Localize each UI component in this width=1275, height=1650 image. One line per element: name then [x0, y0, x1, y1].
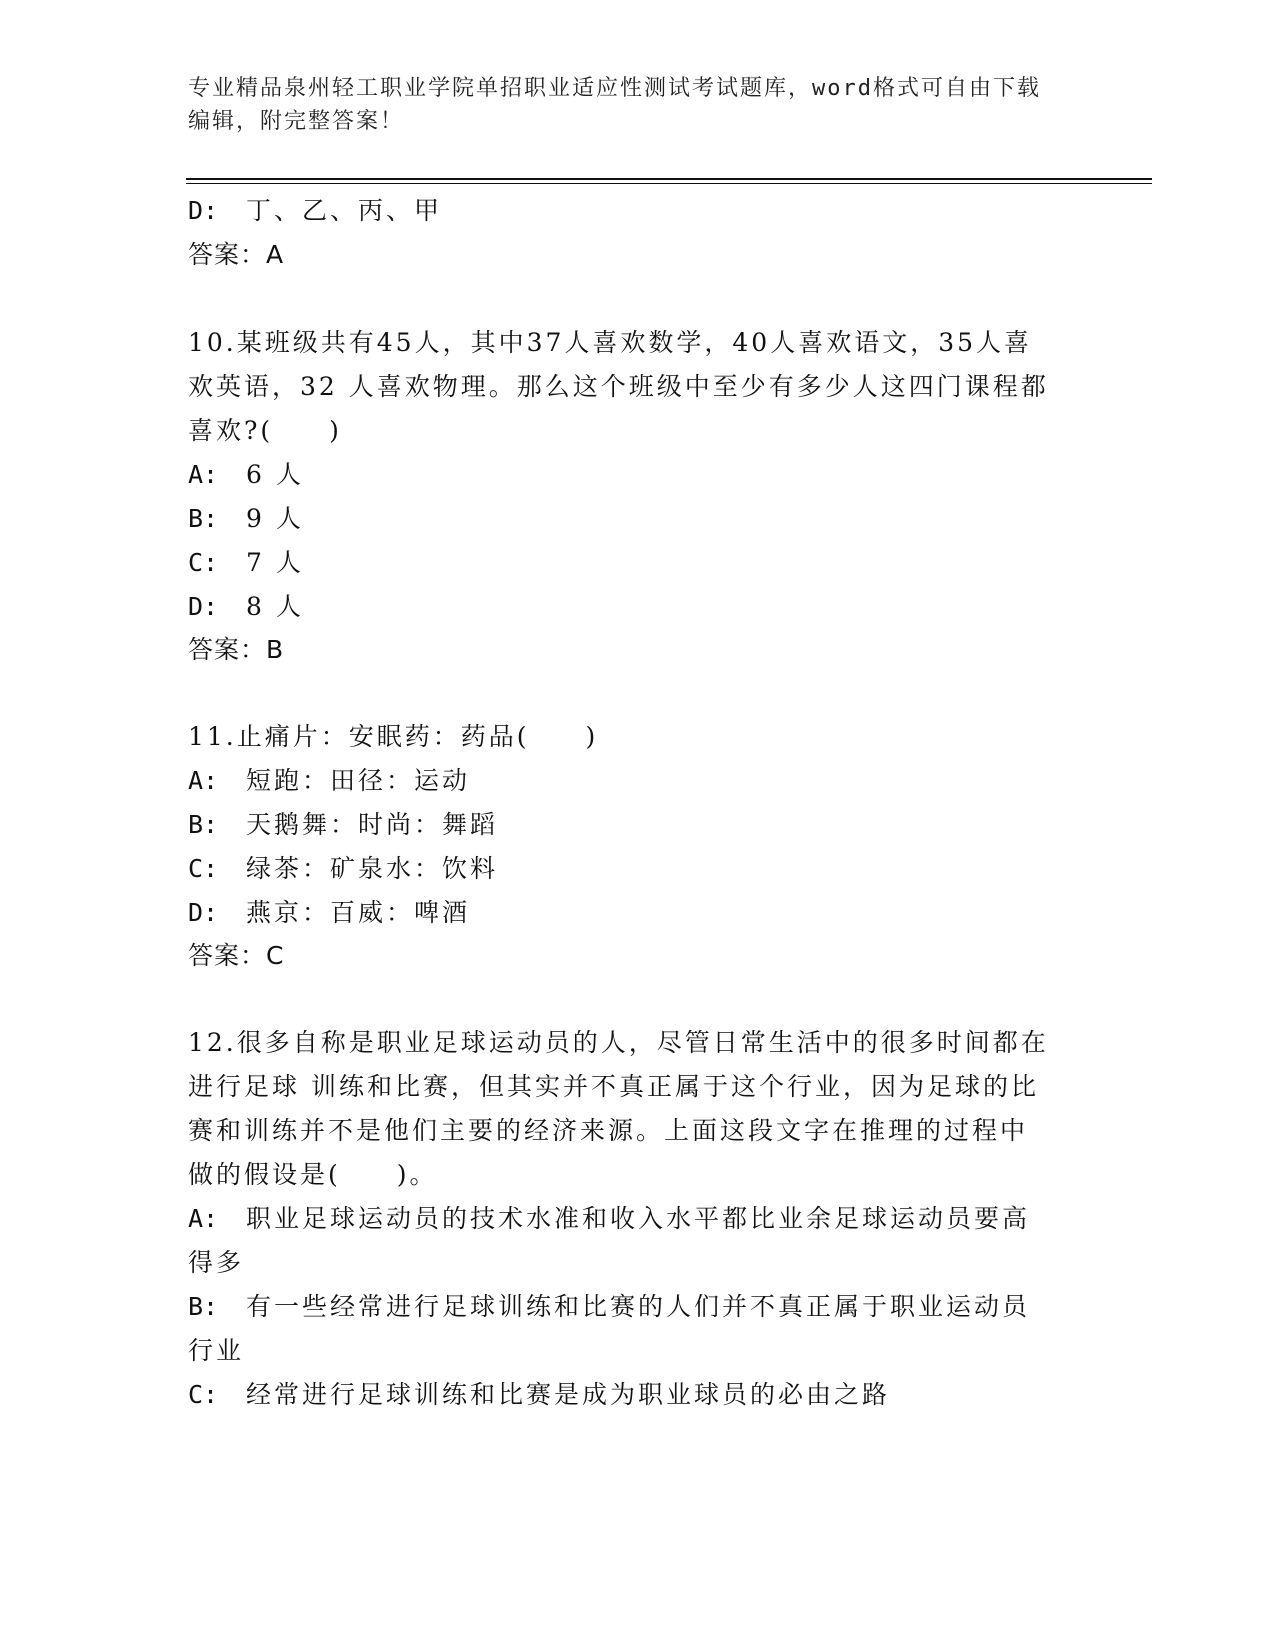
q10-option-a — [188, 460, 304, 490]
option-text: 绿茶：矿泉水：饮料 — [246, 854, 499, 883]
q10-stem-line-3: 喜欢?( ) — [188, 416, 342, 445]
q11-option-c — [188, 854, 498, 884]
q10-answer: 答案：B — [188, 635, 285, 664]
option-label: D: — [188, 898, 219, 927]
option-text: 9 人 — [246, 504, 304, 533]
q12-option-c — [188, 1380, 890, 1410]
q12-option-a-continued: 得多 — [188, 1248, 245, 1277]
option-label: C: — [188, 854, 219, 883]
option-label: B: — [188, 504, 219, 533]
q12-option-b — [188, 1292, 1030, 1322]
option-text: 职业足球运动员的技术水准和收入水平都比业余足球运动员要高 — [246, 1204, 1031, 1233]
option-label: D: — [188, 592, 219, 621]
option-text: 燕京：百威：啤酒 — [246, 898, 471, 927]
q11-option-b — [188, 810, 498, 840]
option-text: 7 人 — [246, 548, 304, 577]
q12-option-b-continued: 行业 — [188, 1336, 245, 1365]
q11-answer: 答案：C — [188, 941, 285, 970]
option-text: 经常进行足球训练和比赛是成为职业球员的必由之路 — [246, 1380, 891, 1409]
option-label: C: — [188, 548, 219, 577]
option-text: 8 人 — [246, 592, 304, 621]
q12-stem-line-1: 12.很多自称是职业足球运动员的人，尽管日常生活中的很多时间都在 — [188, 1028, 1049, 1057]
option-label: A: — [188, 766, 219, 795]
header-line-1: 专业精品泉州轻工职业学院单招职业适应性测试考试题库，word格式可自由下载 — [188, 76, 1041, 101]
option-label: C: — [188, 1380, 219, 1409]
q10-stem-line-2: 欢英语，32 人喜欢物理。那么这个班级中至少有多少人这四门课程都 — [188, 372, 1049, 401]
q12-stem-line-4: 做的假设是( )。 — [188, 1160, 438, 1189]
q12-option-a — [188, 1204, 1030, 1234]
header-divider-thin — [186, 183, 1152, 184]
option-label: B: — [188, 810, 219, 839]
q10-option-c — [188, 548, 304, 578]
option-text: 丁、乙、丙、甲 — [246, 196, 443, 225]
option-text: 6 人 — [246, 460, 304, 489]
q10-option-d — [188, 592, 304, 622]
option-label: A: — [188, 460, 219, 489]
q9-answer: 答案：A — [188, 240, 285, 269]
option-label: B: — [188, 1292, 219, 1321]
document-header — [188, 72, 1088, 138]
q10-stem-line-1: 10.某班级共有45人，其中37人喜欢数学，40人喜欢语文，35人喜 — [188, 328, 1033, 357]
q11-option-a — [188, 766, 470, 796]
q11-stem: 11.止痛片：安眠药：药品( ) — [188, 722, 599, 751]
q10-option-b — [188, 504, 304, 534]
q12-stem-line-2: 进行足球 训练和比赛，但其实并不真正属于这个行业，因为足球的比 — [188, 1072, 1039, 1101]
header-divider-thick — [186, 178, 1152, 180]
q11-option-d — [188, 898, 470, 928]
option-text: 天鹅舞：时尚：舞蹈 — [246, 810, 499, 839]
q9-option-d — [188, 196, 442, 226]
option-label: D: — [188, 196, 219, 225]
header-line-2: 编辑，附完整答案！ — [188, 109, 405, 134]
option-text: 短跑：田径：运动 — [246, 766, 471, 795]
q12-stem-line-3: 赛和训练并不是他们主要的经济来源。上面这段文字在推理的过程中 — [188, 1116, 1029, 1145]
option-text: 有一些经常进行足球训练和比赛的人们并不真正属于职业运动员 — [246, 1292, 1031, 1321]
option-label: A: — [188, 1204, 219, 1233]
